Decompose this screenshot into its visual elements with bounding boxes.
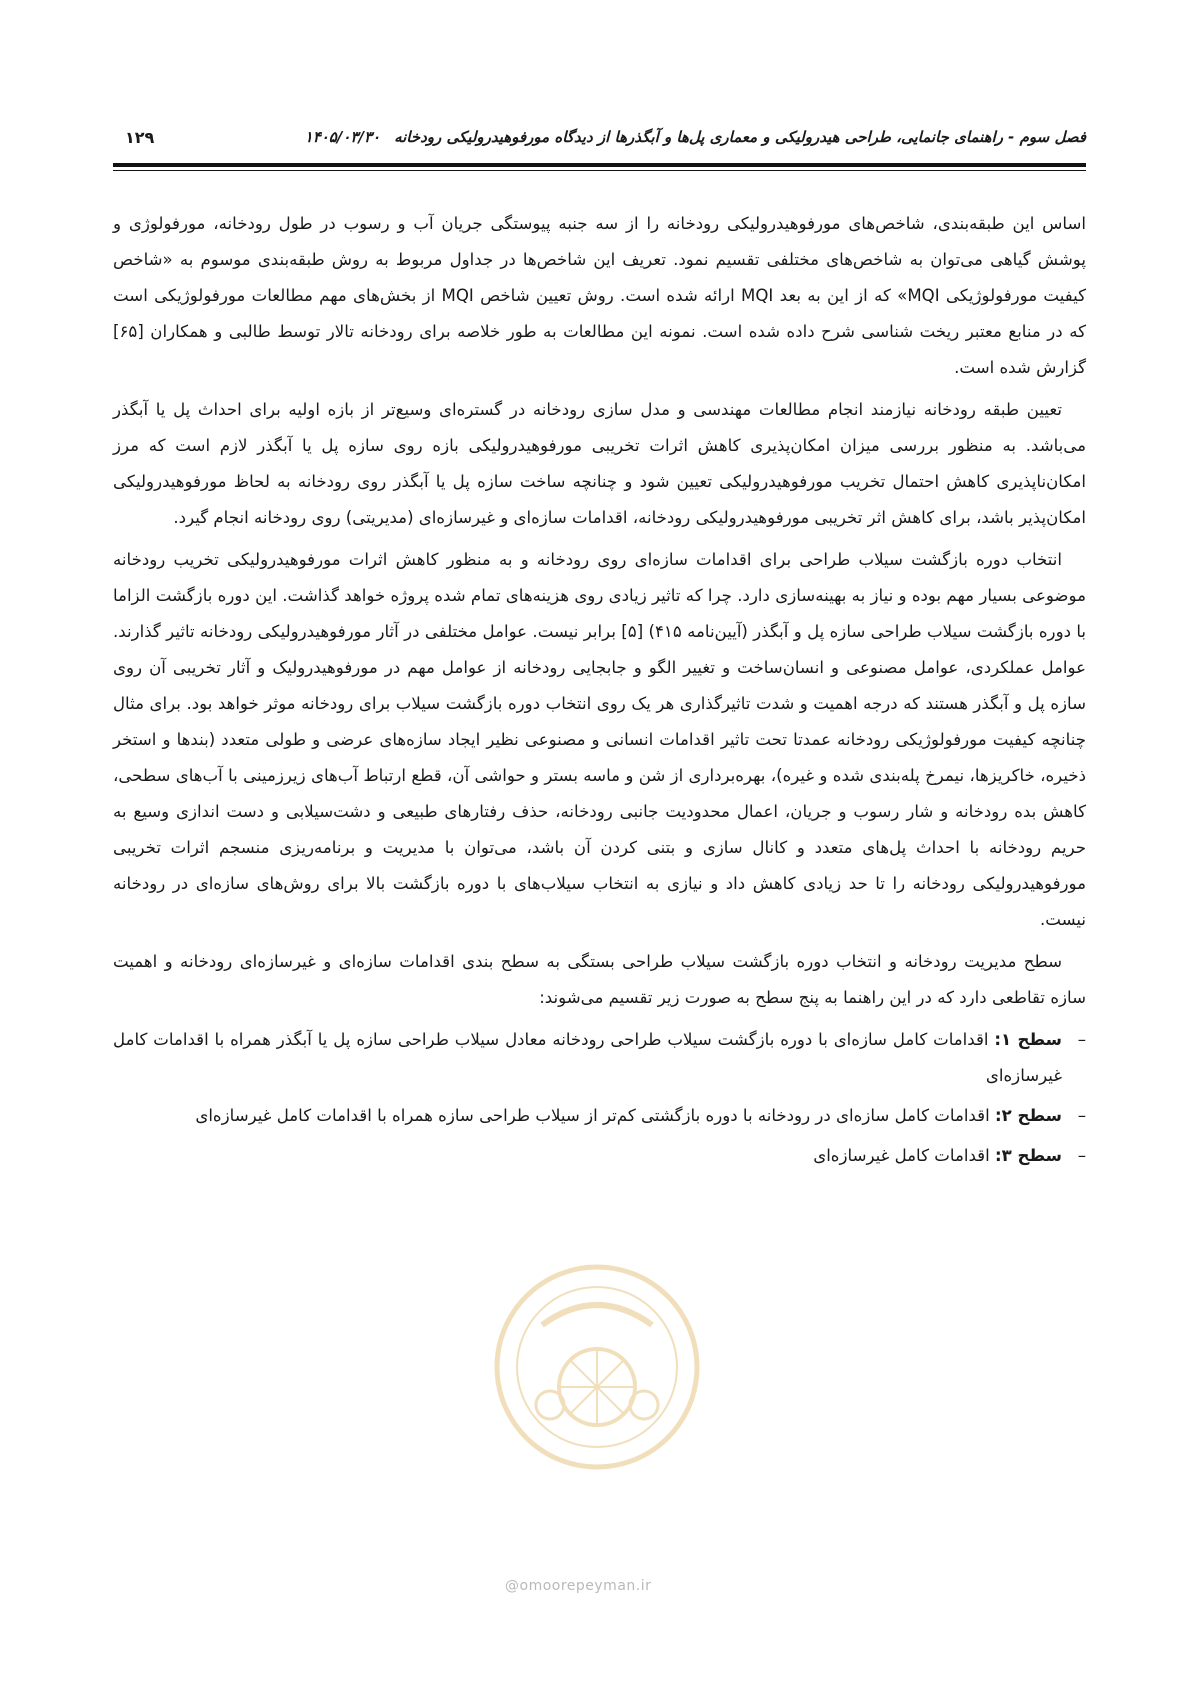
level-label: سطح ۳: xyxy=(994,1146,1062,1165)
watermark-text: @omoorepeyman.ir xyxy=(505,1578,652,1594)
level-text: اقدامات کامل سازه‌ای با دوره بازگشت سیلاب طراحی رودخانه معادل سیلاب طراحی سازه پل یا آبگذر همراه با اقدامات کامل غیرسازه‌ای xyxy=(113,1030,1062,1085)
header-date: ۱۴۰۵/۰۳/۳۰ xyxy=(304,128,381,146)
page-number: ۱۲۹ xyxy=(125,128,155,147)
level-text: اقدامات کامل غیرسازه‌ای xyxy=(813,1146,990,1165)
running-header-title xyxy=(305,128,1086,146)
list-item xyxy=(113,1098,1086,1134)
header-chapter-title: فصل سوم - راهنمای جانمایی، طراحی هیدرولیکی و معماری پل‌ها و آبگذرها از دیدگاه مورفوهیدرولیکی رودخانه xyxy=(394,128,1086,146)
paragraph-2: تعیین طبقه رودخانه نیازمند انجام مطالعات مهندسی و مدل سازی رودخانه در گستره‌ای وسیع‌تر از بازه اولیه برای احداث پل یا آبگذر می‌باشد. به منظور بررسی میزان امکان‌پذیری کاهش اثرات تخریبی مورفوهیدرولیکی بازه روی سازه پل یا آبگذر لازم است که مرز امکان‌ناپذیری کاهش احتمال تخریب مورفوهیدرولیکی تعیین شود و چنانچه ساخت سازه پل یا آبگذر روی رودخانه به لحاظ مورفوهیدرولیکی امکان‌پذیر باشد، برای کاهش اثر تخریبی مورفوهیدرولیکی رودخانه، اقدامات سازه‌ای و غیرسازه‌ای (مدیریتی) روی رودخانه انجام گیرد. xyxy=(113,400,1086,527)
level-text: اقدامات کامل سازه‌ای در رودخانه با دوره بازگشتی کم‌تر از سیلاب طراحی سازه همراه با اقدامات کامل غیرسازه‌ای xyxy=(195,1106,990,1125)
list-item xyxy=(113,1022,1086,1094)
levels-list xyxy=(113,1022,1086,1174)
page-body xyxy=(113,206,1086,1178)
level-label: سطح ۱: xyxy=(994,1030,1062,1049)
list-dash: – xyxy=(1077,1106,1086,1125)
list-item xyxy=(113,1138,1086,1174)
watermark-seal-icon xyxy=(490,1255,705,1485)
paragraph-4: سطح مدیریت رودخانه و انتخاب دوره بازگشت سیلاب طراحی بستگی به سطح بندی اقدامات سازه‌ای و غیرسازه‌ای رودخانه و اهمیت سازه تقاطعی دارد که در این راهنما به پنج سطح به صورت زیر تقسیم می‌شوند: xyxy=(113,952,1086,1007)
paragraph-1: اساس این طبقه‌بندی، شاخص‌های مورفوهیدرولیکی رودخانه را از سه جنبه پیوستگی جریان آب و رسوب در طول رودخانه، مورفولوژی و پوشش گیاهی می‌توان به شاخص‌های مختلفی تقسیم نمود. تعریف این شاخص‌ها در جداول مربوط به روش طبقه‌بندی موسوم به «شاخص کیفیت مورفولوژیکی MQI» که از این به بعد MQI ارائه شده است. روش تعیین شاخص MQI از بخش‌های مهم مطالعات مورفولوژیکی است که در منابع معتبر ریخت شناسی شرح داده شده است. نمونه این مطالعات به طور خلاصه برای رودخانه تالار توسط طالبی و همکاران [۶۵] گزارش شده است. xyxy=(113,214,1086,377)
header-rule-thick xyxy=(113,163,1086,167)
paragraph-3: انتخاب دوره بازگشت سیلاب طراحی برای اقدامات سازه‌ای روی رودخانه و به منظور کاهش اثرات مورفوهیدرولیکی تخریب رودخانه موضوعی بسیار مهم بوده و نیاز به بهینه‌سازی دارد. چرا که تاثیر زیادی روی هزینه‌های تمام شده پروژه خواهد گذاشت. این دوره بازگشت الزاما با دوره بازگشت سیلاب طراحی سازه پل و آبگذر (آیین‌نامه ۴۱۵) [۵] برابر نیست. عوامل مختلفی در آثار مورفوهیدرولیکی رودخانه تاثیر گذارند. عوامل عملکردی، عوامل مصنوعی و انسان‌ساخت و تغییر الگو و جابجایی رودخانه از عوامل مهم در مورفوهیدرولیک و آثار تخریبی آن روی سازه پل و آبگذر هستند که درجه اهمیت و شدت تاثیرگذاری هر یک روی انتخاب دوره بازگشت سیلاب برای رودخانه موثر خواهد بود. برای مثال چنانچه کیفیت مورفولوژیکی رودخانه عمدتا تحت تاثیر اقدامات انسانی و مصنوعی نظیر ایجاد سازه‌های عرضی و طولی متعدد (بندها و استخر ذخیره، خاکریزها، نیمرخ پله‌بندی شده و غیره)، بهره‌برداری از شن و ماسه بستر و حواشی آن، قطع ارتباط آب‌های زیرزمینی با آب‌های سطحی، کاهش بده رودخانه و شار رسوب و جریان، اعمال محدودیت جانبی رودخانه، حذف رفتارهای طبیعی و دشت‌سیلابی و دست اندازی وسیع به حریم رودخانه با احداث پل‌های متعدد و کانال سازی و بتنی کردن آن باشد، می‌توان با مدیریت و برنامه‌ریزی منسجم اثرات تخریبی مورفوهیدرولیکی رودخانه را تا حد زیادی کاهش داد و نیازی به انتخاب سیلاب‌های با دوره بازگشت بالا برای روش‌های سازه‌ای در رودخانه نیست. xyxy=(113,550,1086,929)
running-header xyxy=(113,128,1086,156)
header-rule-thin xyxy=(113,170,1086,171)
list-dash: – xyxy=(1077,1030,1086,1049)
level-label: سطح ۲: xyxy=(994,1106,1062,1125)
list-dash: – xyxy=(1077,1146,1086,1165)
